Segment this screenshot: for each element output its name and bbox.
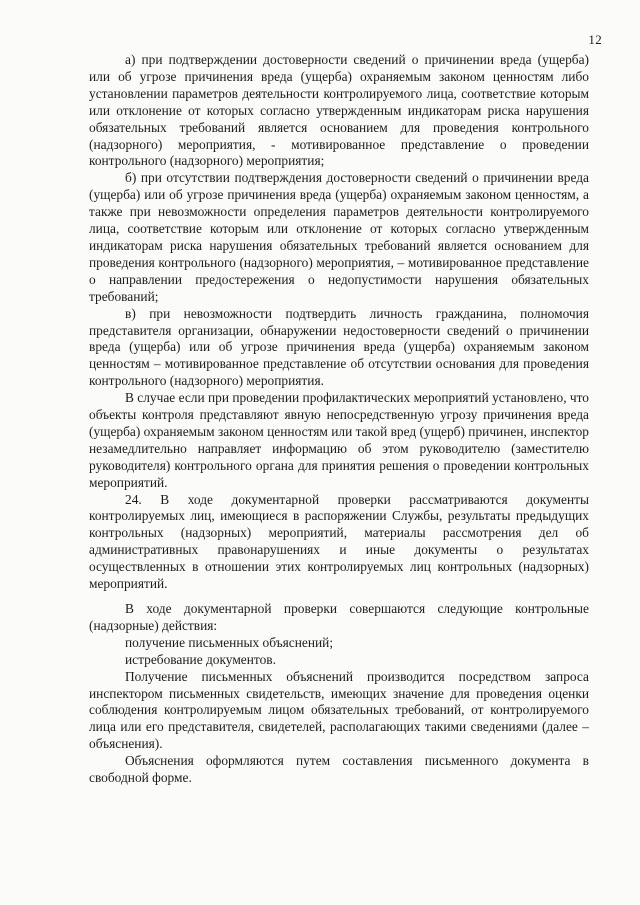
page-number: 12 [588,32,602,47]
paragraph-explanations-form: Объяснения оформляются путем составления письменного документа в свободной форме. [89,753,589,786]
paragraph-explanations-procedure: Получение письменных объяснений производится посредством запроса инспектором письменных свидетельств, имеющих значение для проведения оценки соблюдения контролируемым лицом обязательных требований, от контролируемого лица или его представителя, свидетелей, располагающих такими сведениями (далее – объяснения). [89,668,589,752]
paragraph-item-a: а) при подтверждении достоверности сведений о причинении вреда (ущерба) или об угрозе причинения вреда (ущерба) охраняемым законом ценностям либо установлении параметров деятельности контролируемого лица, соответствие которым или отклонение от которых согласно утвержденным индикаторам риска нарушения обязательных требований является основанием для проведения контрольного (надзорного) мероприятия, - мотивированное представление о проведении контрольного (надзорного) мероприятия; [89,52,589,169]
paragraph-preventive-measures: В случае если при проведении профилактических мероприятий установлено, что объекты контроля представляют явную непосредственную угрозу причинения вреда (ущерба) охраняемым законом ценностям или такой вред (ущерб) причинен, инспектор незамедлительно направляет информацию об этом руководителю (заместителю руководителя) контрольного органа для принятия решения о проведении контрольных мероприятий. [89,390,589,490]
paragraph-control-actions: В ходе документарной проверки совершаются следующие контрольные (надзорные) действия: [89,601,589,633]
paragraph-24-documentary-check: 24. В ходе документарной проверки рассматриваются документы контролируемых лиц, имеющиеся в распоряжении Службы, результаты предыдущих контрольных (надзорных) мероприятий, материалы рассмотрения дел об административных правонарушениях и иные документы о результатах осуществленных в отношении этих контролируемых лиц контрольных (надзорных) мероприятий. [89,491,589,592]
paragraph-item-v: в) при невозможности подтвердить личность гражданина, полномочия представителя организации, обнаружении недостоверности сведений о причинении вреда (ущерба) или об угрозе причинения вреда (ущерба) охраняемым законом ценностям – мотивированное представление об отсутствии основания для проведения контрольного (надзорного) мероприятия. [89,305,589,389]
list-item-written-explanations: получение письменных объяснений; [125,634,334,650]
paragraph-item-b: б) при отсутствии подтверждения достоверности сведений о причинении вреда (ущерба) или об угрозе причинения вреда (ущерба) охраняемым законом ценностям, а также при невозможности определения параметров деятельности контролируемого лица, соответствие которым или отклонение от которых согласно утвержденным индикаторам риска нарушения обязательных требований является основанием для проведения контрольного (надзорного) мероприятия, – мотивированное представление о направлении предостережения о недопустимости нарушения обязательных требований; [89,170,589,304]
document-body [89,52,589,787]
list-item-document-request: истребование документов. [125,651,276,667]
